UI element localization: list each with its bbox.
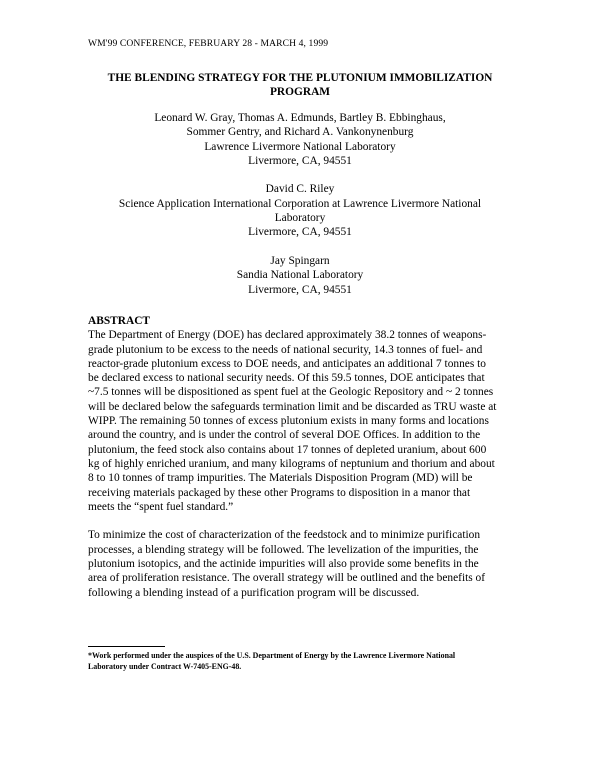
text-line: following a blending instead of a purification program will be discussed.: [88, 586, 420, 599]
text-line: WIPP. The remaining 50 tonnes of excess plutonium exists in many forms and locations: [88, 415, 489, 428]
text-line: meets the “spent fuel standard.”: [88, 500, 234, 513]
address: Livermore, CA, 94551: [248, 283, 352, 296]
abstract-section: [88, 314, 524, 600]
affiliation: Lawrence Livermore National Laboratory: [204, 140, 396, 153]
author-names: David C. Riley: [265, 183, 335, 196]
author-names: Sommer Gentry, and Richard A. Vankonynenburg: [186, 126, 414, 139]
running-header: WM'99 CONFERENCE, FEBRUARY 28 - MARCH 4, 1999: [88, 38, 329, 49]
abstract-heading: ABSTRACT: [88, 315, 151, 327]
paper-title: [88, 71, 512, 99]
title-line: PROGRAM: [269, 86, 331, 98]
text-line: receiving materials packaged by these other Programs to disposition in a manor that: [88, 486, 471, 499]
text-line: grade plutonium to be excess to the needs of national security, 14.3 tonnes of fuel- and: [88, 343, 483, 356]
text-line: ~7.5 tonnes will be dispositioned as spent fuel at the Geologic Repository and ~ 2 tonnes: [88, 386, 494, 399]
footnote-line: Laboratory under Contract W-7405-ENG-48.: [88, 661, 242, 671]
text-line: be declared excess to national security needs. Of this 59.5 tonnes, DOE anticipates that: [88, 372, 485, 385]
address: Livermore, CA, 94551: [248, 154, 352, 167]
affiliation: Sandia National Laboratory: [236, 269, 364, 282]
text-line: around the country, and is under the control of several DOE Offices. In addition to the: [88, 429, 481, 442]
text-line: will be declared below the safeguards termination limit and be discarded as TRU waste at: [88, 400, 497, 413]
text-line: reactor-grade plutonium excess to DOE needs, and anticipates an additional 7 tonnes to: [88, 357, 487, 370]
footnote-divider: [88, 646, 165, 647]
author-block-sandia: [88, 254, 512, 297]
footnote-line: *Work performed under the auspices of the U.S. Department of Energy by the Lawrence Livermore National: [88, 651, 456, 660]
title-line: THE BLENDING STRATEGY FOR THE PLUTONIUM IMMOBILIZATION: [107, 72, 493, 84]
author-names: Leonard W. Gray, Thomas A. Edmunds, Bartley B. Ebbinghaus,: [154, 112, 446, 124]
text-line: plutonium isotopics, and the actinide impurities will also provide some benefits in the: [88, 558, 479, 571]
address: Livermore, CA, 94551: [248, 226, 352, 239]
author-block-llnl: [88, 111, 512, 168]
footnote: [88, 651, 524, 672]
abstract-paragraph-1: [88, 328, 524, 514]
text-line: processes, a blending strategy will be followed. The levelization of the impurities, the: [88, 543, 479, 556]
text-line: The Department of Energy (DOE) has declared approximately 38.2 tonnes of weapons-: [88, 329, 487, 342]
author-block-saic: [88, 182, 512, 239]
text-line: 8 to 10 tonnes of tramp impurities. The Materials Disposition Program (MD) will be: [88, 472, 473, 485]
affiliation: Laboratory: [274, 212, 326, 225]
affiliation: Science Application International Corporation at Lawrence Livermore National: [118, 197, 482, 210]
text-line: To minimize the cost of characterization of the feedstock and to minimize purification: [88, 529, 481, 542]
abstract-paragraph-2: [88, 528, 524, 599]
text-line: plutonium, the feed stock also contains about 17 tonnes of depleted uranium, about 600: [88, 443, 487, 456]
text-line: area of proliferation resistance. The overall strategy will be outlined and the benefits of: [88, 572, 486, 585]
author-names: Jay Spingarn: [270, 254, 330, 267]
text-line: kg of highly enriched uranium, and many kilograms of neptunium and thorium and about: [88, 457, 495, 470]
author-affiliations: [88, 111, 512, 297]
